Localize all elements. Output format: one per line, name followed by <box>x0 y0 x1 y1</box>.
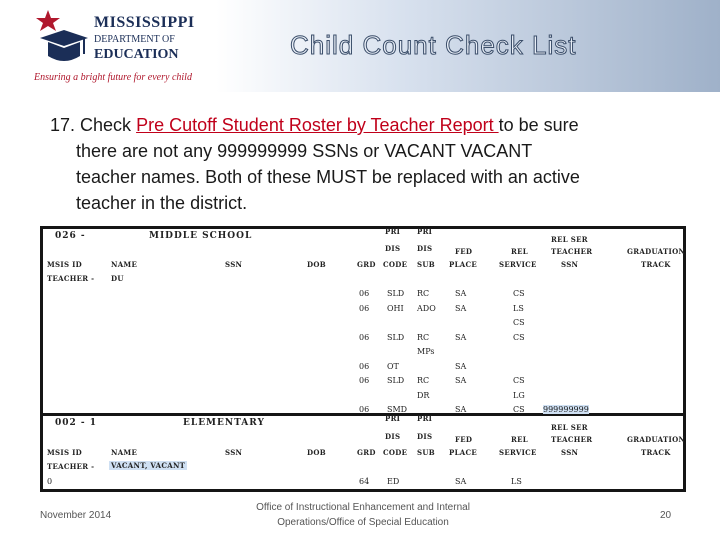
logo-line-2: DEPARTMENT OF <box>94 34 175 45</box>
header-dob: DOB <box>307 448 326 457</box>
header-track: TRACK <box>641 448 671 457</box>
header-grd: GRD <box>357 448 376 457</box>
instruction-text <box>50 112 690 216</box>
instruction-line-3: teacher names. Both of these MUST be replaced with an active <box>76 167 580 187</box>
instruction-line-2: there are not any 999999999 SSNs or VACANT VACANT <box>76 141 533 161</box>
slide-title: Child Count Check List <box>290 30 577 60</box>
instruction-line1-end: to be sure <box>498 115 579 135</box>
instruction-line-4: teacher in the district. <box>76 193 248 213</box>
header-fed: FED <box>455 435 473 444</box>
row-service: CS <box>513 405 525 414</box>
header-rel-ser: REL SER <box>551 423 588 432</box>
header-rel: REL <box>511 435 528 444</box>
teacher-label: TEACHER - <box>47 462 95 471</box>
row-code: SLD <box>387 332 405 342</box>
header-rel: REL <box>511 247 528 256</box>
row-msis: 0 <box>47 477 53 486</box>
row-place: SA <box>455 477 467 486</box>
report-link[interactable]: Pre Cutoff Student Roster by Teacher Report <box>136 115 499 135</box>
header-teacher: TEACHER <box>551 435 593 444</box>
row-service: LS <box>511 477 522 486</box>
row-grd: 06 <box>359 405 370 414</box>
header-grd: GRD <box>357 260 376 269</box>
school-code: 002 - 1 <box>55 418 98 428</box>
header-rel-ssn: SSN <box>561 260 579 269</box>
header-place: PLACE <box>449 448 478 457</box>
report-screenshot <box>40 226 686 492</box>
header-fed: FED <box>455 247 473 256</box>
row-place: SA <box>455 376 467 385</box>
header-teacher: TEACHER <box>551 247 593 256</box>
row-sub: MPs <box>417 347 435 356</box>
header-rel-ssn: SSN <box>561 448 579 457</box>
header-dis-2: DIS <box>417 244 433 253</box>
row-sub: RC <box>417 289 430 298</box>
row-code: SLD <box>387 376 405 385</box>
footer-office <box>230 500 496 530</box>
school-name: ELEMENTARY <box>183 418 265 428</box>
header-pri-1: PRI <box>385 414 401 423</box>
header-graduation: GRADUATION <box>627 247 686 256</box>
header-sub: SUB <box>417 260 435 269</box>
header-msis-id: MSIS ID <box>47 448 83 457</box>
report-elementary <box>43 414 686 489</box>
row-service: LS <box>513 303 524 313</box>
header-pri-1: PRI <box>385 227 401 236</box>
row-grd: 06 <box>359 376 370 385</box>
header-track: TRACK <box>641 260 671 269</box>
header-ssn: SSN <box>225 260 243 269</box>
row-sub: RC <box>417 376 430 385</box>
row-place: SA <box>455 361 467 371</box>
row-place: SA <box>455 289 467 298</box>
header-name: NAME <box>111 260 138 269</box>
header-rel-ser: REL SER <box>551 235 588 244</box>
header-place: PLACE <box>449 260 478 269</box>
row-sub: ADO <box>417 303 436 313</box>
header-pri-2: PRI <box>417 227 433 236</box>
school-code: 026 - <box>55 231 86 241</box>
row-service: CS <box>513 332 525 342</box>
row-place: SA <box>455 332 467 342</box>
row-service: CS <box>513 289 525 298</box>
row-code: SLD <box>387 289 405 298</box>
header-code: CODE <box>383 260 408 269</box>
row-grd: 64 <box>359 477 370 486</box>
row-ssn: 999999999 <box>543 405 589 414</box>
row-grd: 06 <box>359 361 370 371</box>
row-code: OHI <box>387 303 404 313</box>
footer-date: November 2014 <box>40 510 112 521</box>
report-middle-school <box>43 227 686 414</box>
header-dis-2: DIS <box>417 432 433 441</box>
row-grd: 06 <box>359 289 370 298</box>
instruction-number: 17. Check <box>50 115 132 135</box>
logo-line-3: EDUCATION <box>94 47 179 62</box>
row-service: CS <box>513 376 525 385</box>
header-sub: SUB <box>417 448 435 457</box>
header-ssn: SSN <box>225 448 243 457</box>
logo-line-1: MISSISSIPPI <box>94 14 195 31</box>
header-service: SERVICE <box>499 448 537 457</box>
header-service: SERVICE <box>499 260 537 269</box>
footer-office-line2: Operations/Office of Special Education <box>277 517 449 528</box>
row-sub: DR <box>417 390 430 400</box>
vacant-teacher-name: VACANT, VACANT <box>111 461 186 470</box>
teacher-name: DU <box>111 274 124 283</box>
slide-header <box>0 0 720 92</box>
header-pri-2: PRI <box>417 414 433 423</box>
header-msis-id: MSIS ID <box>47 260 83 269</box>
row-code: SMD <box>387 405 408 414</box>
header-graduation: GRADUATION <box>627 435 686 444</box>
row-grd: 06 <box>359 303 370 313</box>
row-service: CS <box>513 318 525 327</box>
row-code: ED <box>387 477 400 486</box>
header-dob: DOB <box>307 260 326 269</box>
school-name: MIDDLE SCHOOL <box>149 231 253 241</box>
page-number: 20 <box>660 510 672 521</box>
row-service: LG <box>513 390 525 400</box>
row-grd: 06 <box>359 332 370 342</box>
header-name: NAME <box>111 448 138 457</box>
row-place: SA <box>455 303 467 313</box>
header-dis-1: DIS <box>385 432 401 441</box>
header-code: CODE <box>383 448 408 457</box>
teacher-label: TEACHER - <box>47 274 95 283</box>
row-sub: RC <box>417 332 430 342</box>
footer-office-line1: Office of Instructional Enhancement and Internal <box>256 502 470 513</box>
mde-logo <box>34 6 204 86</box>
capitol-star-icon <box>34 8 90 70</box>
header-dis-1: DIS <box>385 244 401 253</box>
row-code: OT <box>387 361 399 371</box>
row-place: SA <box>455 405 467 414</box>
logo-tagline: Ensuring a bright future for every child <box>34 72 192 83</box>
